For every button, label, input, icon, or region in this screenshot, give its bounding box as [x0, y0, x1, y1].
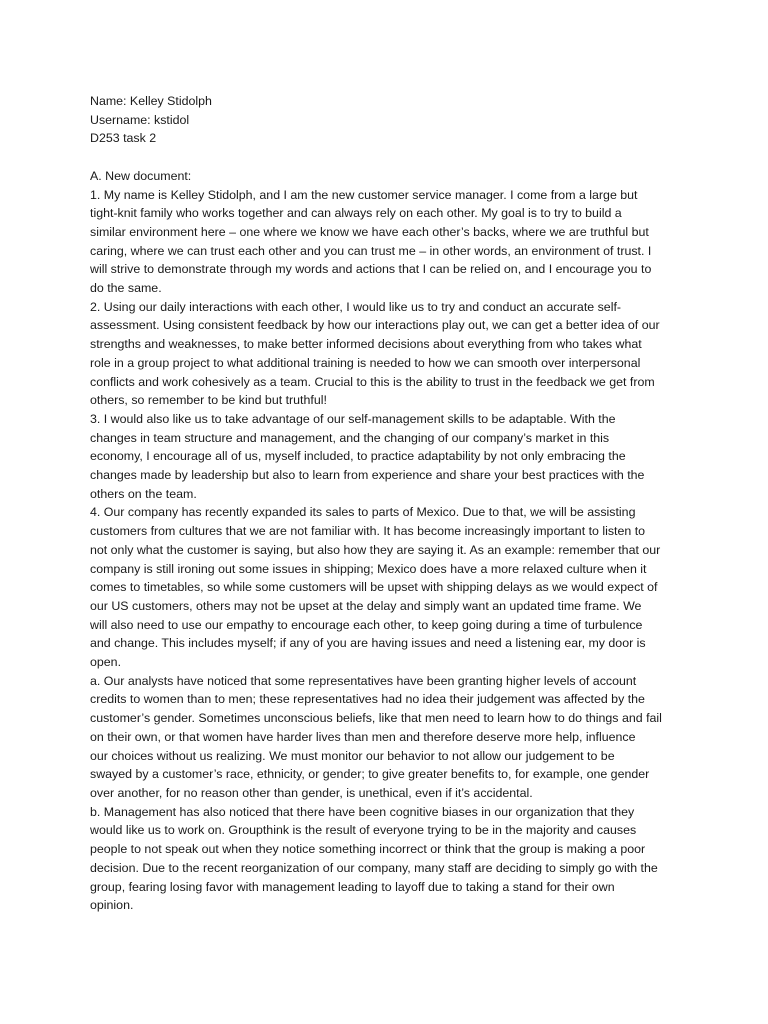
paragraph-line: our US customers, others may not be upset at the delay and simply want an updated time frame. We [90, 598, 642, 613]
paragraph-line: do the same. [90, 281, 162, 296]
paragraph-line: b. Management has also noticed that there have been cognitive biases in our organization that they [90, 804, 635, 819]
paragraph-line: role in a group project to what additional training is needed to how we can smooth over interpersonal [90, 355, 641, 370]
paragraph-line: 4. Our company has recently expanded its sales to parts of Mexico. Due to that, we will be assisting [90, 505, 636, 520]
paragraph-line: customer’s gender. Sometimes unconscious beliefs, like that men need to learn how to do things and fail [90, 711, 662, 726]
paragraph-line: over another, for no reason other than gender, is unethical, even if it’s accidental. [90, 786, 533, 800]
paragraph [90, 410, 690, 504]
paragraph-line: our choices without us realizing. We must monitor our behavior to not allow our judgement to be [90, 748, 615, 763]
paragraph-line: company is still ironing out some issues in shipping; Mexico does have a more relaxed culture when it [90, 561, 647, 576]
paragraph-line: caring, where we can trust each other and you can trust me – in other words, an environment of trust. I [90, 243, 652, 258]
paragraph-line: 2. Using our daily interactions with each other, I would like us to try and conduct an accurate self- [90, 299, 622, 314]
paragraph-line: will strive to demonstrate through my words and actions that I can be relied on, and I encourage you to [90, 262, 652, 277]
task-label: D253 task 2 [90, 131, 157, 146]
author-name: Name: Kelley Stidolph [90, 94, 212, 108]
paragraph-line: economy, I encourage all of us, myself included, to practice adaptability by not only embracing the [90, 449, 626, 464]
author-username: Username: kstidol [90, 112, 190, 127]
paragraph-line: changes made by leadership but also to learn from experience and share your best practices with the [90, 468, 645, 483]
paragraph-line: open. [90, 655, 122, 670]
paragraph-line: 3. I would also like us to take advantage of our self-management skills to be adaptable. With the [90, 411, 616, 426]
paragraph-line: changes in team structure and management, and the changing of our company’s market in this [90, 430, 610, 445]
paragraph-list [90, 186, 690, 915]
paragraph-line: a. Our analysts have noticed that some representatives have been granting higher levels of account [90, 673, 637, 688]
paragraph [90, 186, 690, 298]
paragraph-line: people to not speak out when they notice something incorrect or think that the group is making a poor [90, 842, 646, 857]
paragraph-line: customers from cultures that we are not familiar with. It has become increasingly important to listen to [90, 524, 646, 539]
document-page [90, 92, 690, 915]
paragraph-line: tight-knit family who works together and can always rely on each other. My goal is to try to build a [90, 206, 622, 221]
paragraph-line: comes to timetables, so while some customers will be upset with shipping delays as we would expect of [90, 580, 658, 595]
paragraph-line: swayed by a customer’s race, ethnicity, or gender; to give greater benefits to, for example, one gender [90, 767, 650, 782]
paragraph [90, 803, 690, 915]
paragraph-line: and change. This includes myself; if any of you are having issues and need a listening ear, my door is [90, 636, 646, 651]
paragraph-line: opinion. [90, 898, 134, 913]
paragraph-line: would like us to work on. Groupthink is the result of everyone trying to be in the majority and causes [90, 823, 637, 838]
paragraph [90, 298, 690, 410]
paragraph-line: on their own, or that women have harder lives than men and therefore deserve more help, influence [90, 729, 636, 744]
paragraph-line: conflicts and work cohesively as a team. Crucial to this is the ability to trust in the feedback we get from [90, 374, 655, 389]
paragraph-line: group, fearing losing favor with management leading to layoff due to taking a stand for their own [90, 879, 615, 894]
paragraph-line: credits to women than to men; these representatives had no idea their judgement was affected by the [90, 692, 645, 707]
paragraph [90, 672, 690, 803]
paragraph-line: others on the team. [90, 486, 197, 501]
paragraph-line: assessment. Using consistent feedback by how our interactions play out, we can get a better idea of our [90, 318, 660, 333]
paragraph-line: not only what the customer is saying, but also how they are saying it. As an example: remember that our [90, 542, 661, 557]
section-heading: A. New document: [90, 168, 192, 183]
paragraph-line: others, so remember to be kind but truthful! [90, 393, 327, 408]
paragraph-line: strengths and weaknesses, to make better informed decisions about everything from who takes what [90, 337, 642, 352]
paragraph [90, 503, 690, 671]
paragraph-line: similar environment here – one where we know we have each other’s backs, where we are truthful but [90, 224, 649, 239]
paragraph-line: decision. Due to the recent reorganization of our company, many staff are deciding to simply go with the [90, 860, 658, 875]
spacer [90, 148, 690, 167]
paragraph-line: 1. My name is Kelley Stidolph, and I am the new customer service manager. I come from a large but [90, 187, 638, 202]
paragraph-line: will also need to use our empathy to encourage each other, to keep going during a time of turbulence [90, 617, 643, 632]
